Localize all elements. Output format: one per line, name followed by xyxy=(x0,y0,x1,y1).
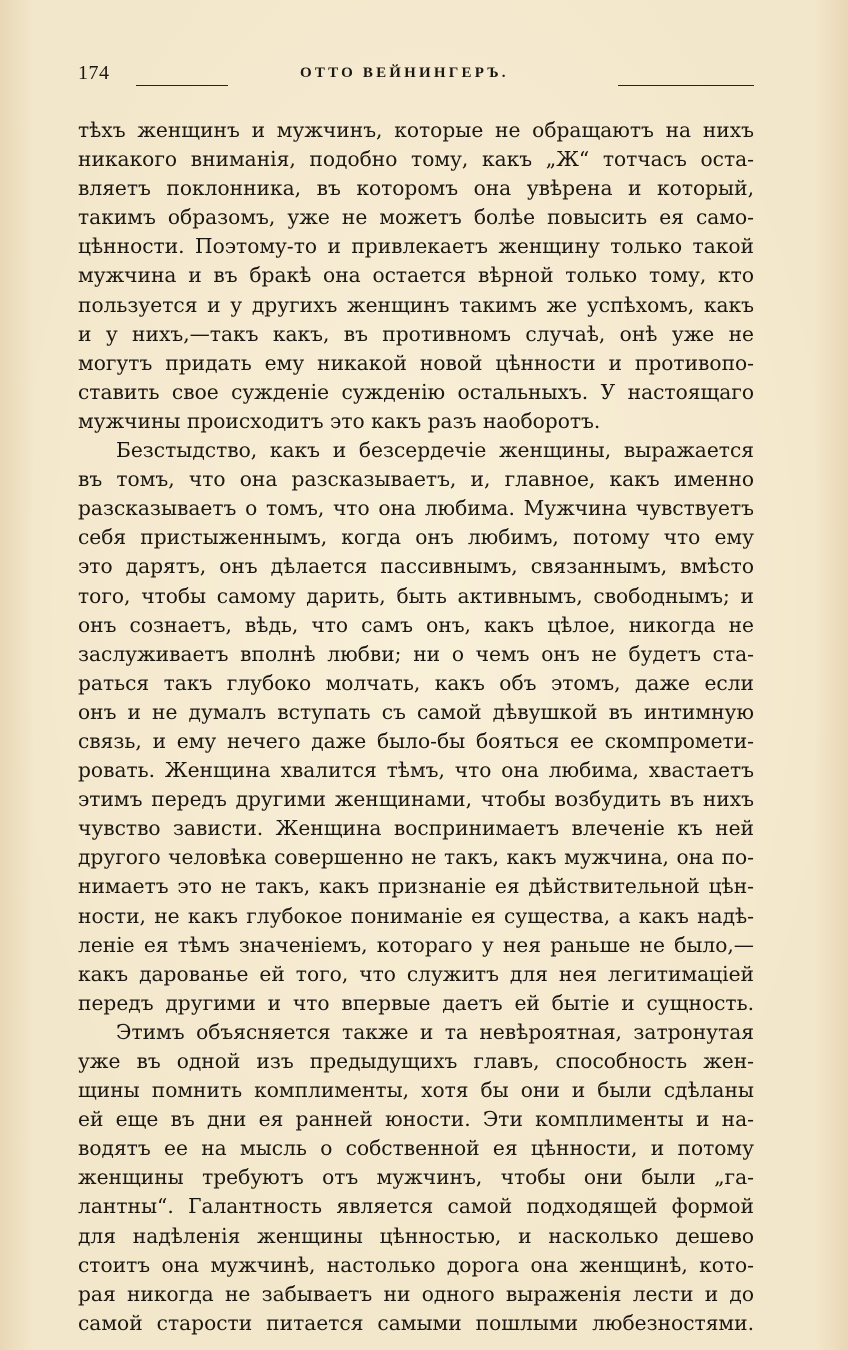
text-line: связь, и ему нечего даже было-бы бояться ее скомпромети- xyxy=(78,728,754,753)
header-rule-right xyxy=(618,85,754,86)
text-line: это дарятъ, онъ дѣлается пассивнымъ, связаннымъ, вмѣсто xyxy=(78,554,754,579)
text-line: леніе ея тѣмъ значеніемъ, котораго у нея раньше не было,— xyxy=(78,932,754,957)
text-line: онъ и не думалъ вступать съ самой дѣвушкой въ интимную xyxy=(78,699,754,724)
text-line: цѣнности. Поэтому-то и привлекаетъ женщину только такой xyxy=(78,234,754,259)
page-header xyxy=(78,58,754,94)
text-line: водятъ ее на мысль о собственной ея цѣнности, и потому xyxy=(78,1136,754,1161)
text-line: вляетъ поклонника, въ которомъ она увѣрена и который, xyxy=(78,176,754,201)
text-line: этимъ передъ другими женщинами, чтобы возбудить въ нихъ xyxy=(78,787,754,812)
text-line: самой старости питается самыми пошлыми любезностями. xyxy=(78,1310,754,1335)
text-line: Безстыдство, какъ и безсердечіе женщины, выражается xyxy=(116,438,754,463)
text-line: въ томъ, что она разсказываетъ, и, главное, какъ именно xyxy=(78,467,754,492)
text-line: онъ сознаетъ, вѣдь, что самъ онъ, какъ цѣлое, никогда не xyxy=(78,612,754,637)
text-line: ности, не какъ глубокое пониманіе ея существа, а какъ надѣ- xyxy=(78,903,754,928)
text-line: чувство зависти. Женщина воспринимаетъ влеченіе къ ней xyxy=(78,816,754,841)
text-line: уже въ одной изъ предыдущихъ главъ, способность жен- xyxy=(78,1049,754,1073)
text-line: могутъ придать ему никакой новой цѣнности и противопо- xyxy=(78,350,754,375)
text-line: мужчина и въ бракѣ она остается вѣрной только тому, кто xyxy=(78,263,754,288)
text-line: ровать. Женщина хвалится тѣмъ, что она любима, хвастаетъ xyxy=(78,758,754,783)
text-line: пользуется и у другихъ женщинъ такимъ же успѣхомъ, какъ xyxy=(78,292,754,317)
text-line: Этимъ объясняется также и та невѣроятная, затронутая xyxy=(116,1019,754,1044)
text-line: того, чтобы самому дарить, быть активнымъ, свободнымъ; и xyxy=(78,583,754,608)
text-line: стоитъ она мужчинѣ, настолько дорога она женщинѣ, кото- xyxy=(78,1252,754,1277)
text-line: какъ дарованье ей того, что служитъ для нея легитимаціей xyxy=(78,961,754,986)
text-line: другого человѣка совершенно не такъ, какъ мужчина, она по- xyxy=(78,845,754,870)
text-line: рая никогда не забываетъ ни одного выраженія лести и до xyxy=(78,1281,754,1306)
running-head: ОТТО ВЕЙНИНГЕРЪ. xyxy=(300,65,509,81)
text-line: щины помнить комплименты, хотя бы они и были сдѣланы xyxy=(78,1078,754,1103)
text-line: такимъ образомъ, уже не можетъ болѣе повысить ея само- xyxy=(78,205,754,230)
text-line: женщины требуютъ отъ мужчинъ, чтобы они были „га- xyxy=(78,1165,754,1190)
text-line: ставить свое сужденіе сужденію остальныхъ. У настоящаго xyxy=(78,379,754,404)
text-line: и у нихъ,—такъ какъ, въ противномъ случаѣ, онѣ уже не xyxy=(78,321,754,346)
text-line: передъ другими и что впервые даетъ ей бытіе и сущность. xyxy=(78,990,754,1015)
text-line: мужчины происходитъ это какъ разъ наоборотъ. xyxy=(78,408,601,433)
text-line: никакого вниманія, подобно тому, какъ „Ж“ тотчасъ оста- xyxy=(78,147,754,172)
body-text xyxy=(78,116,754,1338)
header-rule-left xyxy=(136,85,228,86)
text-line: разсказываетъ о томъ, что она любима. Мужчина чувствуетъ xyxy=(78,496,754,521)
text-line: нимаетъ это не такъ, какъ признаніе ея дѣйствительной цѣн- xyxy=(78,874,754,899)
text-line: для надѣленія женщины цѣнностью, и насколько дешево xyxy=(78,1223,754,1248)
text-line: тѣхъ женщинъ и мужчинъ, которые не обращаютъ на нихъ xyxy=(78,118,754,142)
text-line: заслуживаетъ вполнѣ любви; ни о чемъ онъ не будетъ ста- xyxy=(78,641,754,666)
text-line: себя пристыженнымъ, когда онъ любимъ, потому что ему xyxy=(78,525,754,550)
text-line: лантны“. Галантность является самой подходящей формой xyxy=(78,1194,754,1219)
page-number: 174 xyxy=(78,62,110,84)
text-line: раться такъ глубоко молчать, какъ объ этомъ, даже если xyxy=(78,670,754,695)
text-line: ей еще въ дни ея ранней юности. Эти комплименты и на- xyxy=(78,1107,754,1132)
